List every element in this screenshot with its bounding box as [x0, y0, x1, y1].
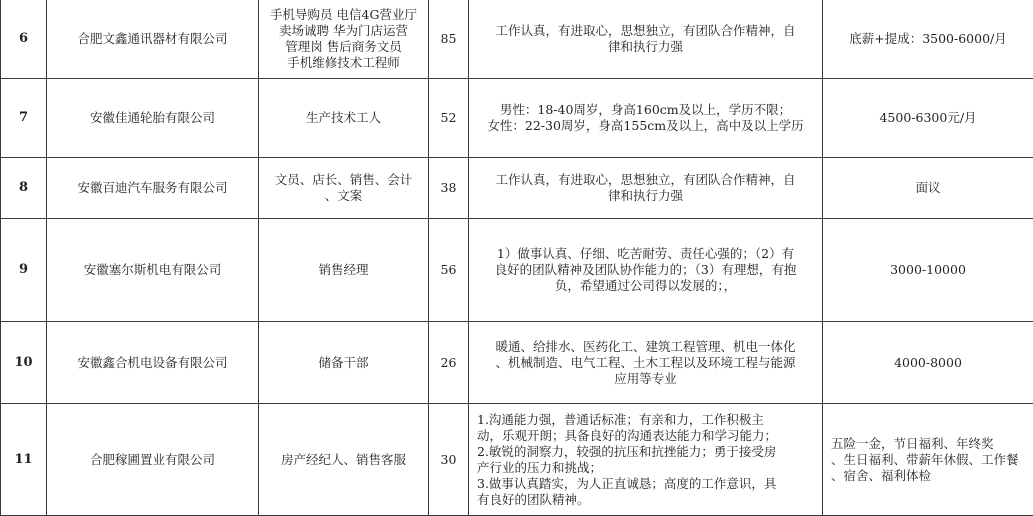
requirement-line: 暖通、给排水、医药化工、建筑工程管理、机电一体化	[473, 339, 818, 355]
position-line: 储备干部	[263, 355, 424, 371]
positions-cell	[259, 79, 429, 158]
position-line: 生产技术工人	[263, 110, 424, 126]
table-row	[1, 0, 1033, 79]
headcount: 85	[429, 0, 469, 79]
salary-cell	[823, 158, 1033, 219]
positions-cell	[259, 404, 429, 516]
salary-line: 面议	[827, 180, 1029, 196]
positions-cell	[259, 322, 429, 404]
requirement-line: 负，希望通过公司得以发展的；，	[473, 278, 818, 294]
salary-cell	[823, 322, 1033, 404]
requirement-line: 1.沟通能力强，普通话标准；有亲和力，工作积极主	[477, 412, 818, 428]
requirement-line: 律和执行力强	[473, 188, 818, 204]
requirements-cell	[469, 0, 823, 79]
company-name: 安徽鑫合机电设备有限公司	[47, 322, 259, 404]
requirement-line: 良好的团队精神及团队协作能力的；（3）有理想，有抱	[473, 262, 818, 278]
requirement-line: 有良好的团队精神。	[477, 492, 818, 508]
salary-line: 3000-10000	[827, 262, 1029, 278]
row-number: 6	[1, 0, 47, 79]
salary-line: 4500-6300元/月	[827, 110, 1029, 126]
company-name: 合肥文鑫通讯器材有限公司	[47, 0, 259, 79]
salary-cell	[823, 404, 1033, 516]
salary-cell	[823, 219, 1033, 322]
requirement-line: 动，乐观开朗；具备良好的沟通表达能力和学习能力；	[477, 428, 818, 444]
requirement-line: 工作认真，有进取心，思想独立，有团队合作精神，自	[473, 23, 818, 39]
position-line: 房产经纪人、销售客服	[263, 452, 424, 468]
position-line: 销售经理	[263, 262, 424, 278]
position-line: 手机导购员 电信4G营业厅	[263, 7, 424, 23]
position-line: 文员、店长、销售、会计	[263, 172, 424, 188]
headcount: 56	[429, 219, 469, 322]
position-line: 、文案	[263, 188, 424, 204]
salary-line: 底薪+提成：3500-6000/月	[827, 31, 1029, 47]
requirement-line: 1）做事认真、仔细、吃苦耐劳、责任心强的；（2）有	[473, 246, 818, 262]
positions-cell	[259, 158, 429, 219]
table-row	[1, 158, 1033, 219]
row-number: 8	[1, 158, 47, 219]
salary-line: 4000-8000	[827, 355, 1029, 371]
requirement-line: 女性：22-30周岁，身高155cm及以上，高中及以上学历	[473, 118, 818, 134]
company-name: 安徽佳通轮胎有限公司	[47, 79, 259, 158]
row-number: 7	[1, 79, 47, 158]
salary-cell	[823, 79, 1033, 158]
salary-line: 五险一金，节日福利、年终奖	[831, 436, 1029, 452]
requirement-line: 2.敏锐的洞察力，较强的抗压和抗挫能力；勇于接受房	[477, 444, 818, 460]
requirements-cell	[469, 219, 823, 322]
company-name: 安徽百迪汽车服务有限公司	[47, 158, 259, 219]
headcount: 26	[429, 322, 469, 404]
headcount: 52	[429, 79, 469, 158]
row-number: 9	[1, 219, 47, 322]
requirements-cell	[469, 158, 823, 219]
requirement-line: 工作认真，有进取心，思想独立，有团队合作精神，自	[473, 172, 818, 188]
table-row	[1, 404, 1033, 516]
salary-cell	[823, 0, 1033, 79]
requirements-cell	[469, 322, 823, 404]
company-name: 安徽塞尔斯机电有限公司	[47, 219, 259, 322]
position-line: 手机维修技术工程师	[263, 55, 424, 71]
table-row	[1, 79, 1033, 158]
positions-cell	[259, 219, 429, 322]
headcount: 38	[429, 158, 469, 219]
position-line: 卖场诚聘 华为门店运营	[263, 23, 424, 39]
requirement-line: 律和执行力强	[473, 39, 818, 55]
salary-line: 、宿舍、福利体检	[831, 468, 1029, 484]
salary-line: 、生日福利、带薪年休假、工作餐	[831, 452, 1029, 468]
requirement-line: 男性：18-40周岁，身高160cm及以上，学历不限；	[473, 102, 818, 118]
requirement-line: 3.做事认真踏实，为人正直诚恳；高度的工作意识，具	[477, 476, 818, 492]
row-number: 11	[1, 404, 47, 516]
requirement-line: 产行业的压力和挑战；	[477, 460, 818, 476]
positions-cell	[259, 0, 429, 79]
requirement-line: 应用等专业	[473, 371, 818, 387]
headcount: 30	[429, 404, 469, 516]
requirements-cell	[469, 79, 823, 158]
table-row	[1, 219, 1033, 322]
position-line: 管理岗 售后商务文员	[263, 39, 424, 55]
requirement-line: 、机械制造、电气工程、土木工程以及环境工程与能源	[473, 355, 818, 371]
company-name: 合肥稼圃置业有限公司	[47, 404, 259, 516]
table-row	[1, 322, 1033, 404]
row-number: 10	[1, 322, 47, 404]
requirements-cell	[469, 404, 823, 516]
